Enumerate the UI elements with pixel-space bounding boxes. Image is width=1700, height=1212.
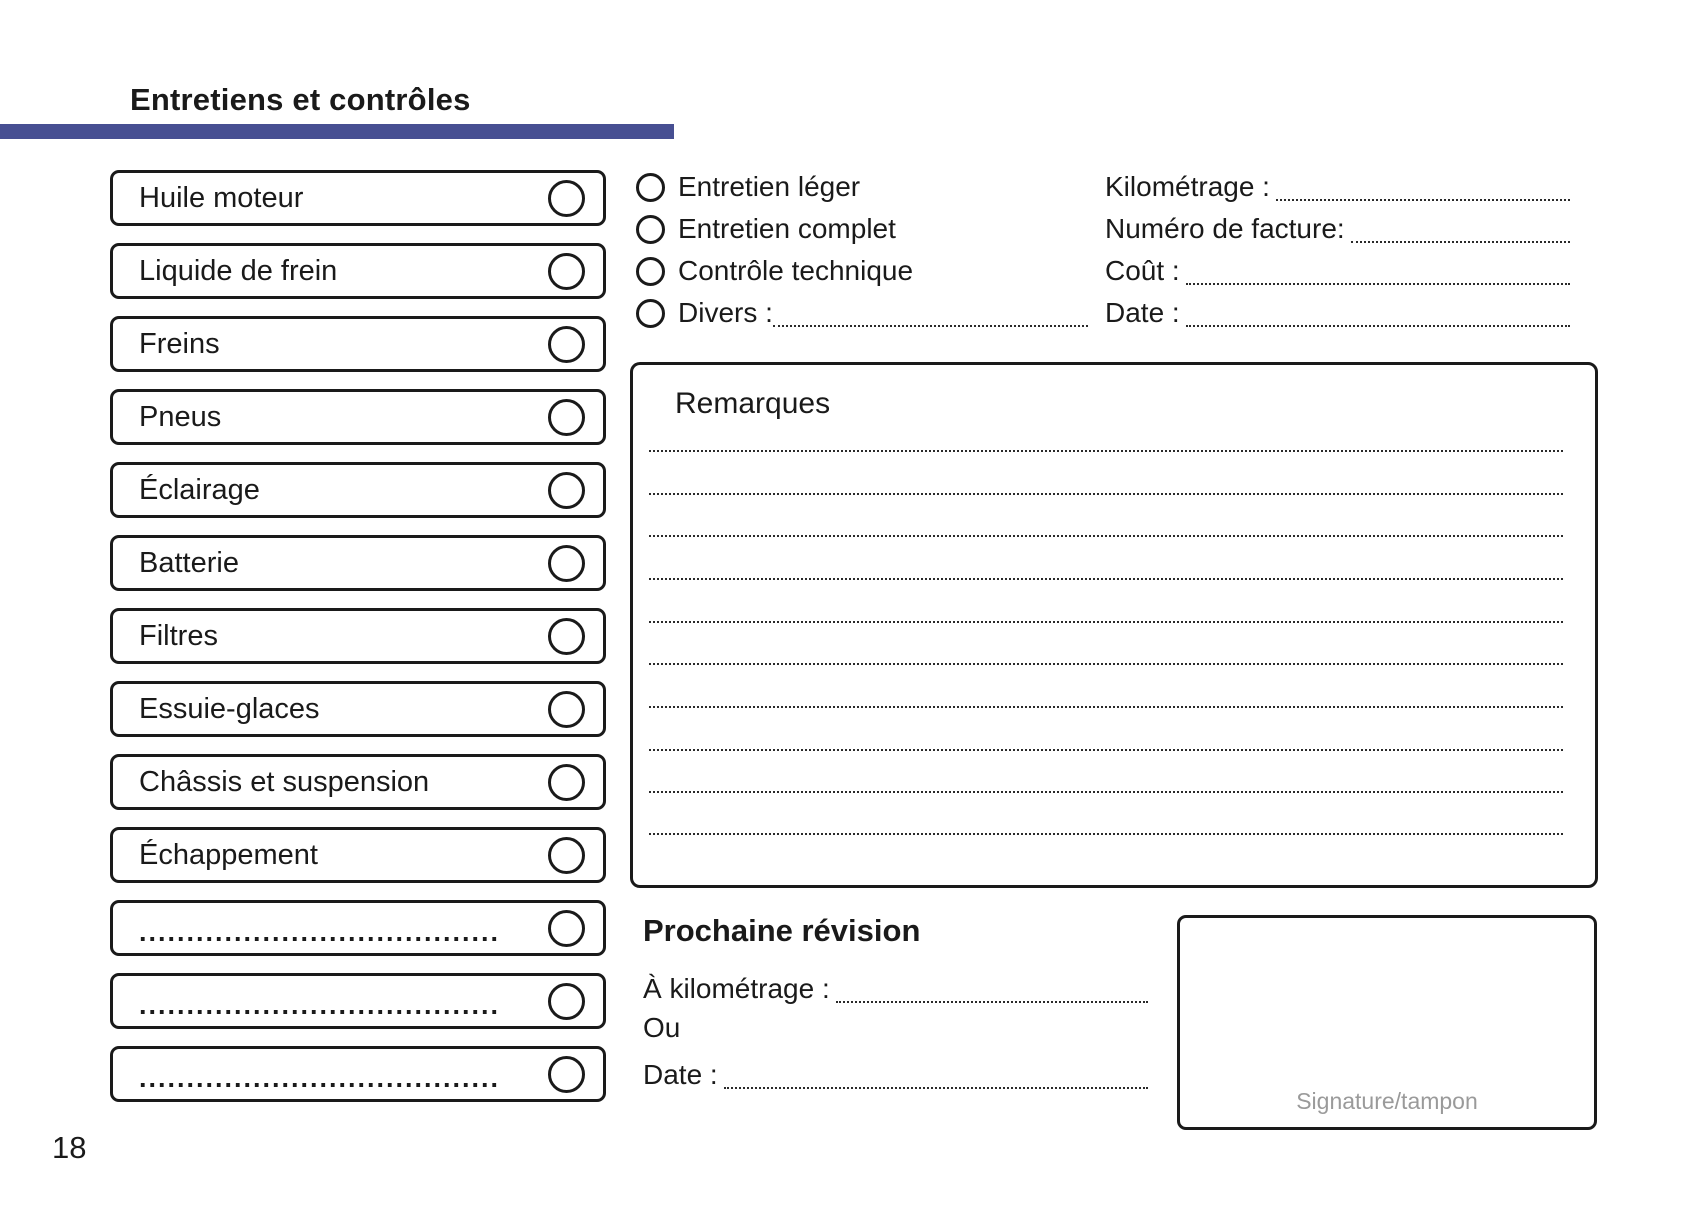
checklist-item-label: Éclairage [139, 473, 260, 506]
next-service-or-label: Ou [643, 1012, 681, 1043]
remark-write-in-line[interactable] [649, 833, 1563, 835]
option-label: Divers : [678, 297, 773, 328]
signature-label: Signature/tampon [1296, 1088, 1478, 1114]
checklist-item-chassis-et-suspension [110, 754, 606, 810]
check-circle[interactable] [548, 326, 585, 363]
field-kilometrage [1105, 166, 1570, 208]
remark-write-in-line[interactable] [649, 706, 1563, 708]
check-circle[interactable] [548, 1056, 585, 1093]
option-label: Entretien complet [678, 213, 896, 244]
checklist-item-echappement [110, 827, 606, 883]
page-title: Entretiens et contrôles [130, 82, 471, 117]
option-label: Contrôle technique [678, 255, 914, 286]
remark-write-in-line[interactable] [649, 535, 1563, 537]
invoice-fields [1105, 166, 1570, 334]
check-circle[interactable] [548, 837, 585, 874]
date-write-in-line[interactable] [1186, 325, 1570, 327]
remark-write-in-line[interactable] [649, 663, 1563, 665]
checklist-item-liquide-de-frein [110, 243, 606, 299]
checklist-item-label: Essuie-glaces [139, 692, 320, 725]
cout-write-in-line[interactable] [1186, 283, 1570, 285]
check-circle[interactable] [548, 180, 585, 217]
checklist-item-batterie [110, 535, 606, 591]
option-divers [636, 292, 1088, 334]
next-service-km-field [643, 968, 1148, 1010]
checklist-item-blank-3 [110, 1046, 606, 1102]
checklist-item-blank-1 [110, 900, 606, 956]
radio-circle[interactable] [636, 299, 665, 328]
checklist-item-label: Freins [139, 327, 220, 360]
remarks-title: Remarques [675, 387, 831, 420]
remark-write-in-line[interactable] [649, 493, 1563, 495]
radio-circle[interactable] [636, 257, 665, 286]
checklist-item-label: Filtres [139, 619, 218, 652]
check-circle[interactable] [548, 691, 585, 728]
signature-box[interactable] [1177, 915, 1597, 1130]
remark-write-in-line[interactable] [649, 791, 1563, 793]
facture-write-in-line[interactable] [1351, 241, 1570, 243]
blank-write-in-line[interactable]: ...................................... [139, 989, 501, 1020]
checklist-item-label: Liquide de frein [139, 254, 338, 287]
field-label: Kilométrage : [1105, 171, 1270, 202]
checklist-item-blank-2 [110, 973, 606, 1029]
check-circle[interactable] [548, 910, 585, 947]
check-circle[interactable] [548, 253, 585, 290]
field-label: Numéro de facture: [1105, 213, 1345, 244]
checklist-item-label: Châssis et suspension [139, 765, 430, 798]
blank-write-in-line[interactable]: ...................................... [139, 916, 501, 947]
checklist-item-pneus [110, 389, 606, 445]
accent-bar [0, 124, 674, 139]
check-circle[interactable] [548, 764, 585, 801]
field-date [1105, 292, 1570, 334]
check-circle[interactable] [548, 545, 585, 582]
checklist-item-label: Batterie [139, 546, 239, 579]
field-label: Date : [643, 1059, 718, 1090]
field-label: Coût : [1105, 255, 1180, 286]
kilometrage-write-in-line[interactable] [1276, 199, 1570, 201]
next-date-write-in-line[interactable] [724, 1087, 1148, 1089]
checklist-item-label: Échappement [139, 838, 318, 871]
remark-write-in-line[interactable] [649, 450, 1563, 452]
check-circle[interactable] [548, 983, 585, 1020]
checklist-item-eclairage [110, 462, 606, 518]
remarks-box [630, 362, 1598, 888]
check-circle[interactable] [548, 472, 585, 509]
field-label: À kilométrage : [643, 973, 830, 1004]
option-controle-technique [636, 250, 1088, 292]
field-label: Date : [1105, 297, 1180, 328]
option-entretien-complet [636, 208, 1088, 250]
remark-write-in-line[interactable] [649, 578, 1563, 580]
page-number: 18 [52, 1130, 87, 1165]
option-entretien-leger [636, 166, 1088, 208]
field-numero-de-facture [1105, 208, 1570, 250]
checklist-item-filtres [110, 608, 606, 664]
next-km-write-in-line[interactable] [836, 1001, 1148, 1003]
checklist-item-essuie-glaces [110, 681, 606, 737]
blank-write-in-line[interactable]: ...................................... [139, 1062, 501, 1093]
field-cout [1105, 250, 1570, 292]
checklist-item-huile-moteur [110, 170, 606, 226]
remark-write-in-line[interactable] [649, 621, 1563, 623]
checklist-item-label: Pneus [139, 400, 222, 433]
radio-circle[interactable] [636, 215, 665, 244]
check-circle[interactable] [548, 399, 585, 436]
divers-write-in-line[interactable] [773, 325, 1088, 327]
radio-circle[interactable] [636, 173, 665, 202]
checklist-item-label: Huile moteur [139, 181, 304, 214]
next-service-date-field [643, 1054, 1148, 1096]
option-label: Entretien léger [678, 171, 861, 202]
service-type-options [636, 166, 1088, 334]
maintenance-checklist [110, 170, 606, 1119]
checklist-item-freins [110, 316, 606, 372]
remark-write-in-line[interactable] [649, 749, 1563, 751]
check-circle[interactable] [548, 618, 585, 655]
next-service-title: Prochaine révision [643, 913, 921, 948]
